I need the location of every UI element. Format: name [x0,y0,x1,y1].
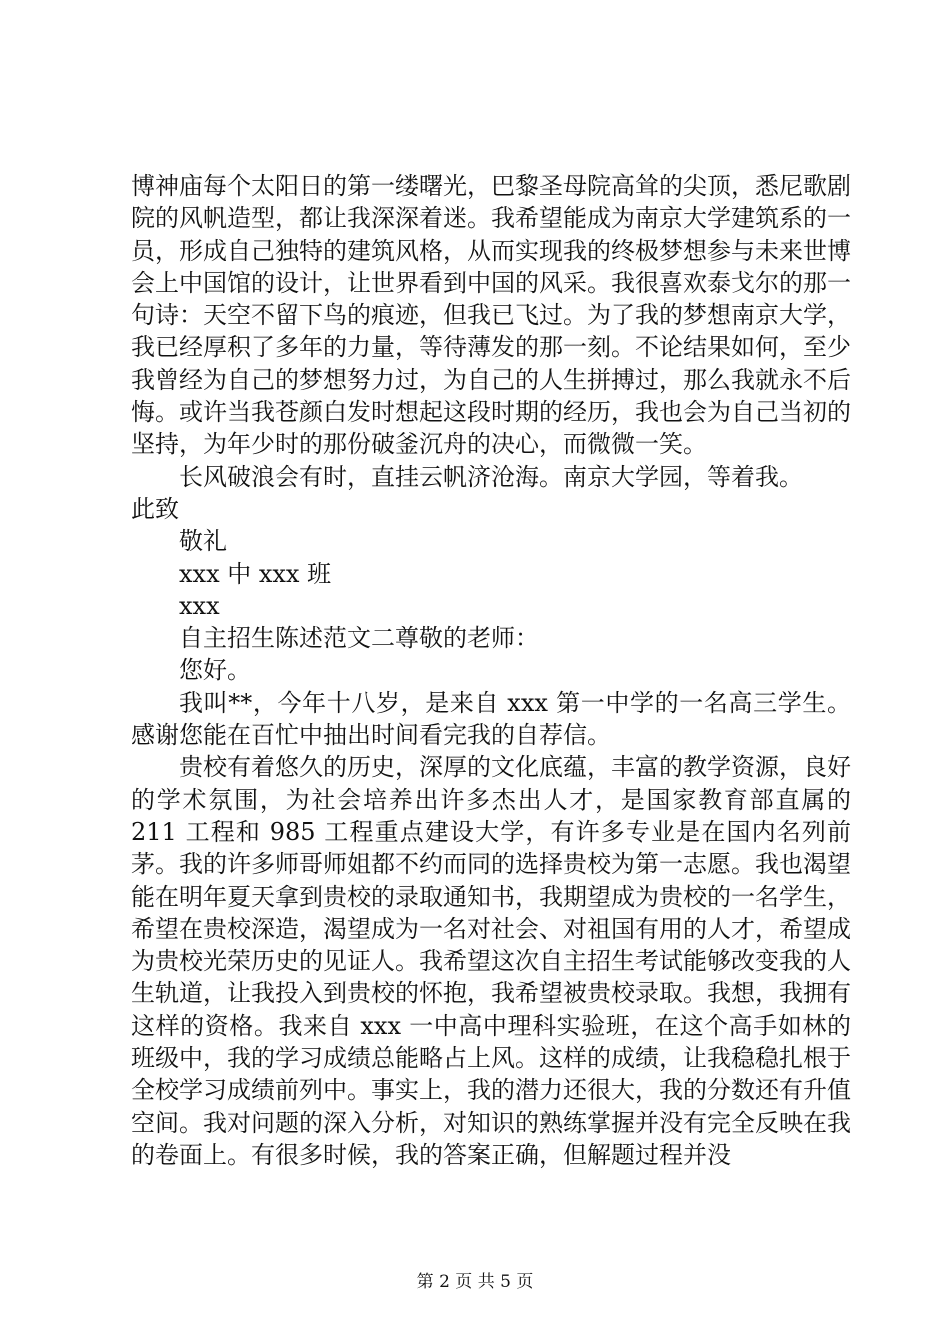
greeting: 您好。 [179,656,251,685]
sample-two-heading: 自主招生陈述范文二尊敬的老师： [179,624,539,653]
salutation-cizhi: 此致 [131,494,179,523]
salutation-jingli: 敬礼 [179,527,227,556]
paragraph-architecture-dream: 博神庙每个太阳日的第一缕曙光，巴黎圣母院高耸的尖顶，悉尼歌剧院的风帆造型，都让我深深着迷。我希望能成为南京大学建筑系的一员，形成自己独特的建筑风格，从而实现我的终极梦想参与未来世博会上中国馆的设计，让世界看到中国的风采。我很喜欢泰戈尔的那一句诗：天空不留下鸟的痕迹，但我已飞过。为了我的梦想南京大学，我已经厚积了多年的力量，等待薄发的那一刻。不论结果如何，至少我曾经为自己的梦想努力过，为自己的人生拼搏过，那么我就永不后悔。或许当我苍颜白发时想起这段时期的经历，我也会为自己当初的坚持，为年少时的那份破釜沉舟的决心，而微微一笑。 [131,172,851,459]
signature-name: xxx [179,591,220,620]
signature-class: xxx 中 xxx 班 [179,559,332,588]
page-footer: 第 2 页 共 5 页 [416,1272,534,1292]
paragraph-introduction: 我叫**，今年十八岁，是来自 xxx 第一中学的一名高三学生。感谢您能在百忙中抽出时间看完我的自荐信。 [131,688,851,750]
document-body [131,170,851,1171]
paragraph-closing-verse: 长风破浪会有时，直挂云帆济沧海。南京大学园，等着我。 [179,462,803,491]
paragraph-school-praise: 贵校有着悠久的历史，深厚的文化底蕴，丰富的教学资源，良好的学术氛围，为社会培养出许多杰出人才，是国家教育部直属的 211 工程和 985 工程重点建设大学，有许多专业是在国内名列前茅。我的许多师哥师姐都不约而同的选择贵校为第一志愿。我也渴望能在明年夏天拿到贵校的录取通知书，我期望成为贵校的一名学生，希望在贵校深造，渴望成为一名对社会、对祖国有用的人才，希望成为贵校光荣历史的见证人。我希望这次自主招生考试能够改变我的人生轨道，让我投入到贵校的怀抱，我希望被贵校录取。我想，我拥有这样的资格。我来自 xxx 一中高中理科实验班，在这个高手如林的班级中，我的学习成绩总能略占上风。这样的成绩，让我稳稳扎根于全校学习成绩前列中。事实上，我的潜力还很大，我的分数还有升值空间。我对问题的深入分析，对知识的熟练掌握并没有完全反映在我的卷面上。有很多时候，我的答案正确，但解题过程并没 [131,753,851,1169]
